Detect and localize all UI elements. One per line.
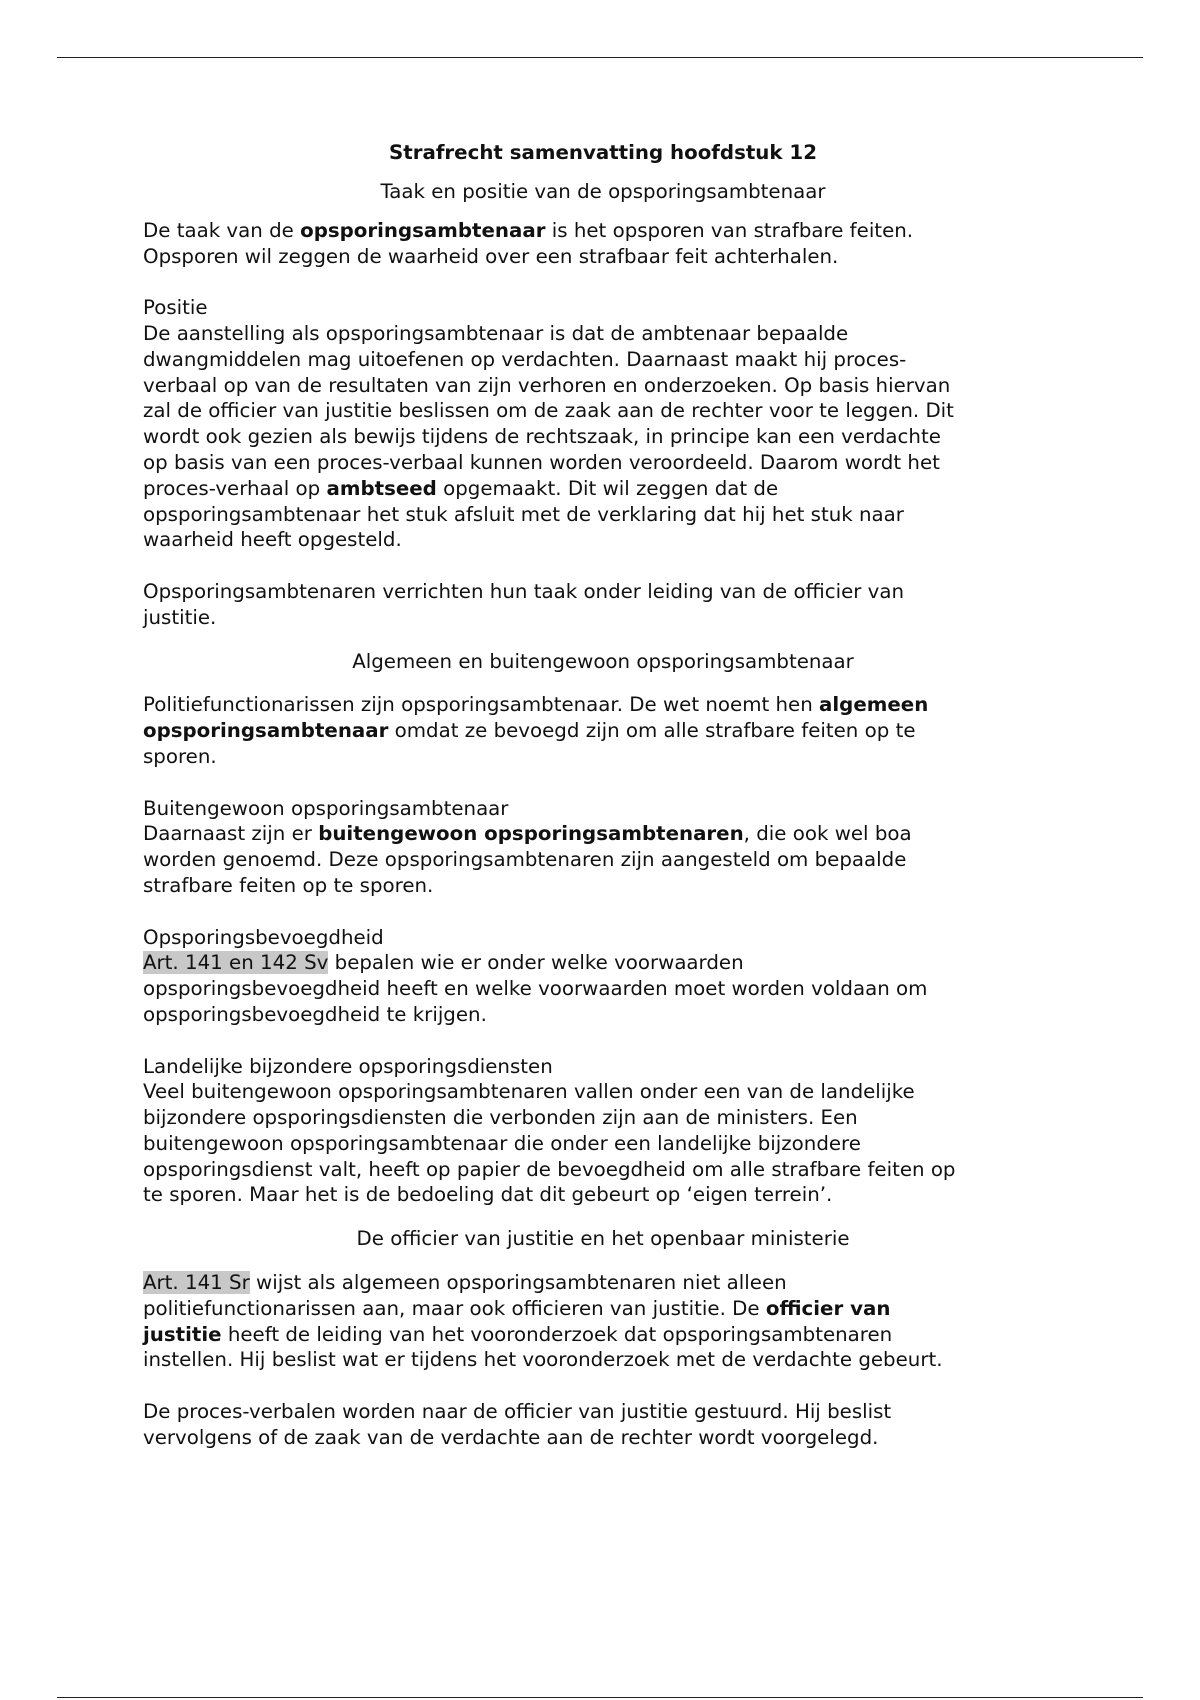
term-justitie: justitie bbox=[143, 1322, 222, 1346]
section-heading-algemeen: Algemeen en buitengewoon opsporingsambtenaar bbox=[352, 649, 854, 673]
article-reference-highlight: Art. 141 Sr bbox=[143, 1271, 250, 1295]
header-rule bbox=[57, 57, 1143, 58]
term-algemeen: algemeen bbox=[819, 693, 929, 717]
term-buitengewoon: buitengewoon opsporingsambtenaren bbox=[318, 822, 744, 846]
section-heading-taak: Taak en positie van de opsporingsambtenaar bbox=[380, 180, 826, 203]
positie-paragraph: De aanstelling als opsporingsambtenaar is dat de ambtenaar bepaalde dwangmiddelen mag uitoefenen op verdachten. Daarnaast maakt hij proces- verbaal op van de resultaten van zijn verhoren en onderzoeken. Op basis hiervan zal de officier van justitie beslissen om de zaak aan de rechter voor te leggen. Dit wordt ook gezien als bewijs tijdens de rechtszaak, in principe kan een verdachte op basis van een proces-verbaal kunnen worden veroordeeld. Daarom wordt het proces-verhaal op ambtseed opgemaakt. Dit wil zeggen dat de opsporingsambtenaar het stuk afsluit met de verklaring dat hij het stuk naar waarheid heeft opgesteld. bbox=[143, 321, 954, 552]
bevoegdheid-paragraph: Art. 141 en 142 Sv bepalen wie er onder welke voorwaarden opsporingsbevoegdheid heeft en welke voorwaarden moet worden voldaan om opsporingsbevoegdheid te krijgen. bbox=[143, 951, 928, 1026]
section-heading-officier: De officier van justitie en het openbaar ministerie bbox=[356, 1227, 850, 1251]
term-opsporingsambtenaar-2: opsporingsambtenaar bbox=[143, 719, 389, 743]
intro-paragraph: De taak van de opsporingsambtenaar is het opsporen van strafbare feiten. Opsporen wil zeggen de waarheid over een strafbaar feit achterhalen. bbox=[143, 218, 914, 268]
leiding-paragraph: Opsporingsambtenaren verrichten hun taak onder leiding van de officier van justitie. bbox=[143, 579, 905, 629]
positie-heading: Positie bbox=[143, 296, 208, 320]
term-officier-van: officier van bbox=[765, 1296, 891, 1320]
term-ambtseed: ambtseed bbox=[326, 476, 437, 500]
document-title: Strafrecht samenvatting hoofdstuk 12 bbox=[389, 141, 817, 164]
landelijk-heading: Landelijke bijzondere opsporingsdiensten bbox=[143, 1054, 553, 1078]
buitengewoon-heading: Buitengewoon opsporingsambtenaar bbox=[143, 796, 509, 820]
bevoegdheid-heading: Opsporingsbevoegdheid bbox=[143, 925, 384, 949]
buitengewoon-paragraph: Daarnaast zijn er buitengewoon opsporingsambtenaren, die ook wel boa worden genoemd. Deze opsporingsambtenaren zijn aangesteld om bepaalde strafbare feiten op te sporen. bbox=[143, 822, 912, 897]
officier-paragraph: Art. 141 Sr wijst als algemeen opsporingsambtenaren niet alleen politiefunctionarissen aan, maar ook officieren van justitie. De officier van justitie heeft de leiding van het vooronderzoek dat opsporingsambtenaren instellen. Hij beslist wat er tijdens het vooronderzoek met de verdachte gebeurt. bbox=[143, 1271, 943, 1372]
document-body bbox=[143, 140, 1063, 1451]
landelijk-paragraph: Veel buitengewoon opsporingsambtenaren vallen onder een van de landelijke bijzondere opsporingsdiensten die verbonden zijn aan de ministers. Een buitengewoon opsporingsambtenaar die onder een landelijke bijzondere opsporingsdienst valt, heeft op papier de bevoegdheid om alle strafbare feiten op te sporen. Maar het is de bedoeling dat dit gebeurt op ‘eigen terrein’. bbox=[143, 1080, 956, 1207]
procesverbalen-paragraph: De proces-verbalen worden naar de officier van justitie gestuurd. Hij beslist vervolgens of de zaak van de verdachte aan de rechter wordt voorgelegd. bbox=[143, 1400, 892, 1449]
article-reference-highlight: Art. 141 en 142 Sv bbox=[143, 951, 329, 975]
algemeen-paragraph: Politiefunctionarissen zijn opsporingsambtenaar. De wet noemt hen algemeen opsporingsambtenaar omdat ze bevoegd zijn om alle strafbare feiten op te sporen. bbox=[143, 693, 929, 768]
term-opsporingsambtenaar: opsporingsambtenaar bbox=[300, 218, 546, 242]
footer-rule bbox=[57, 1697, 1143, 1698]
